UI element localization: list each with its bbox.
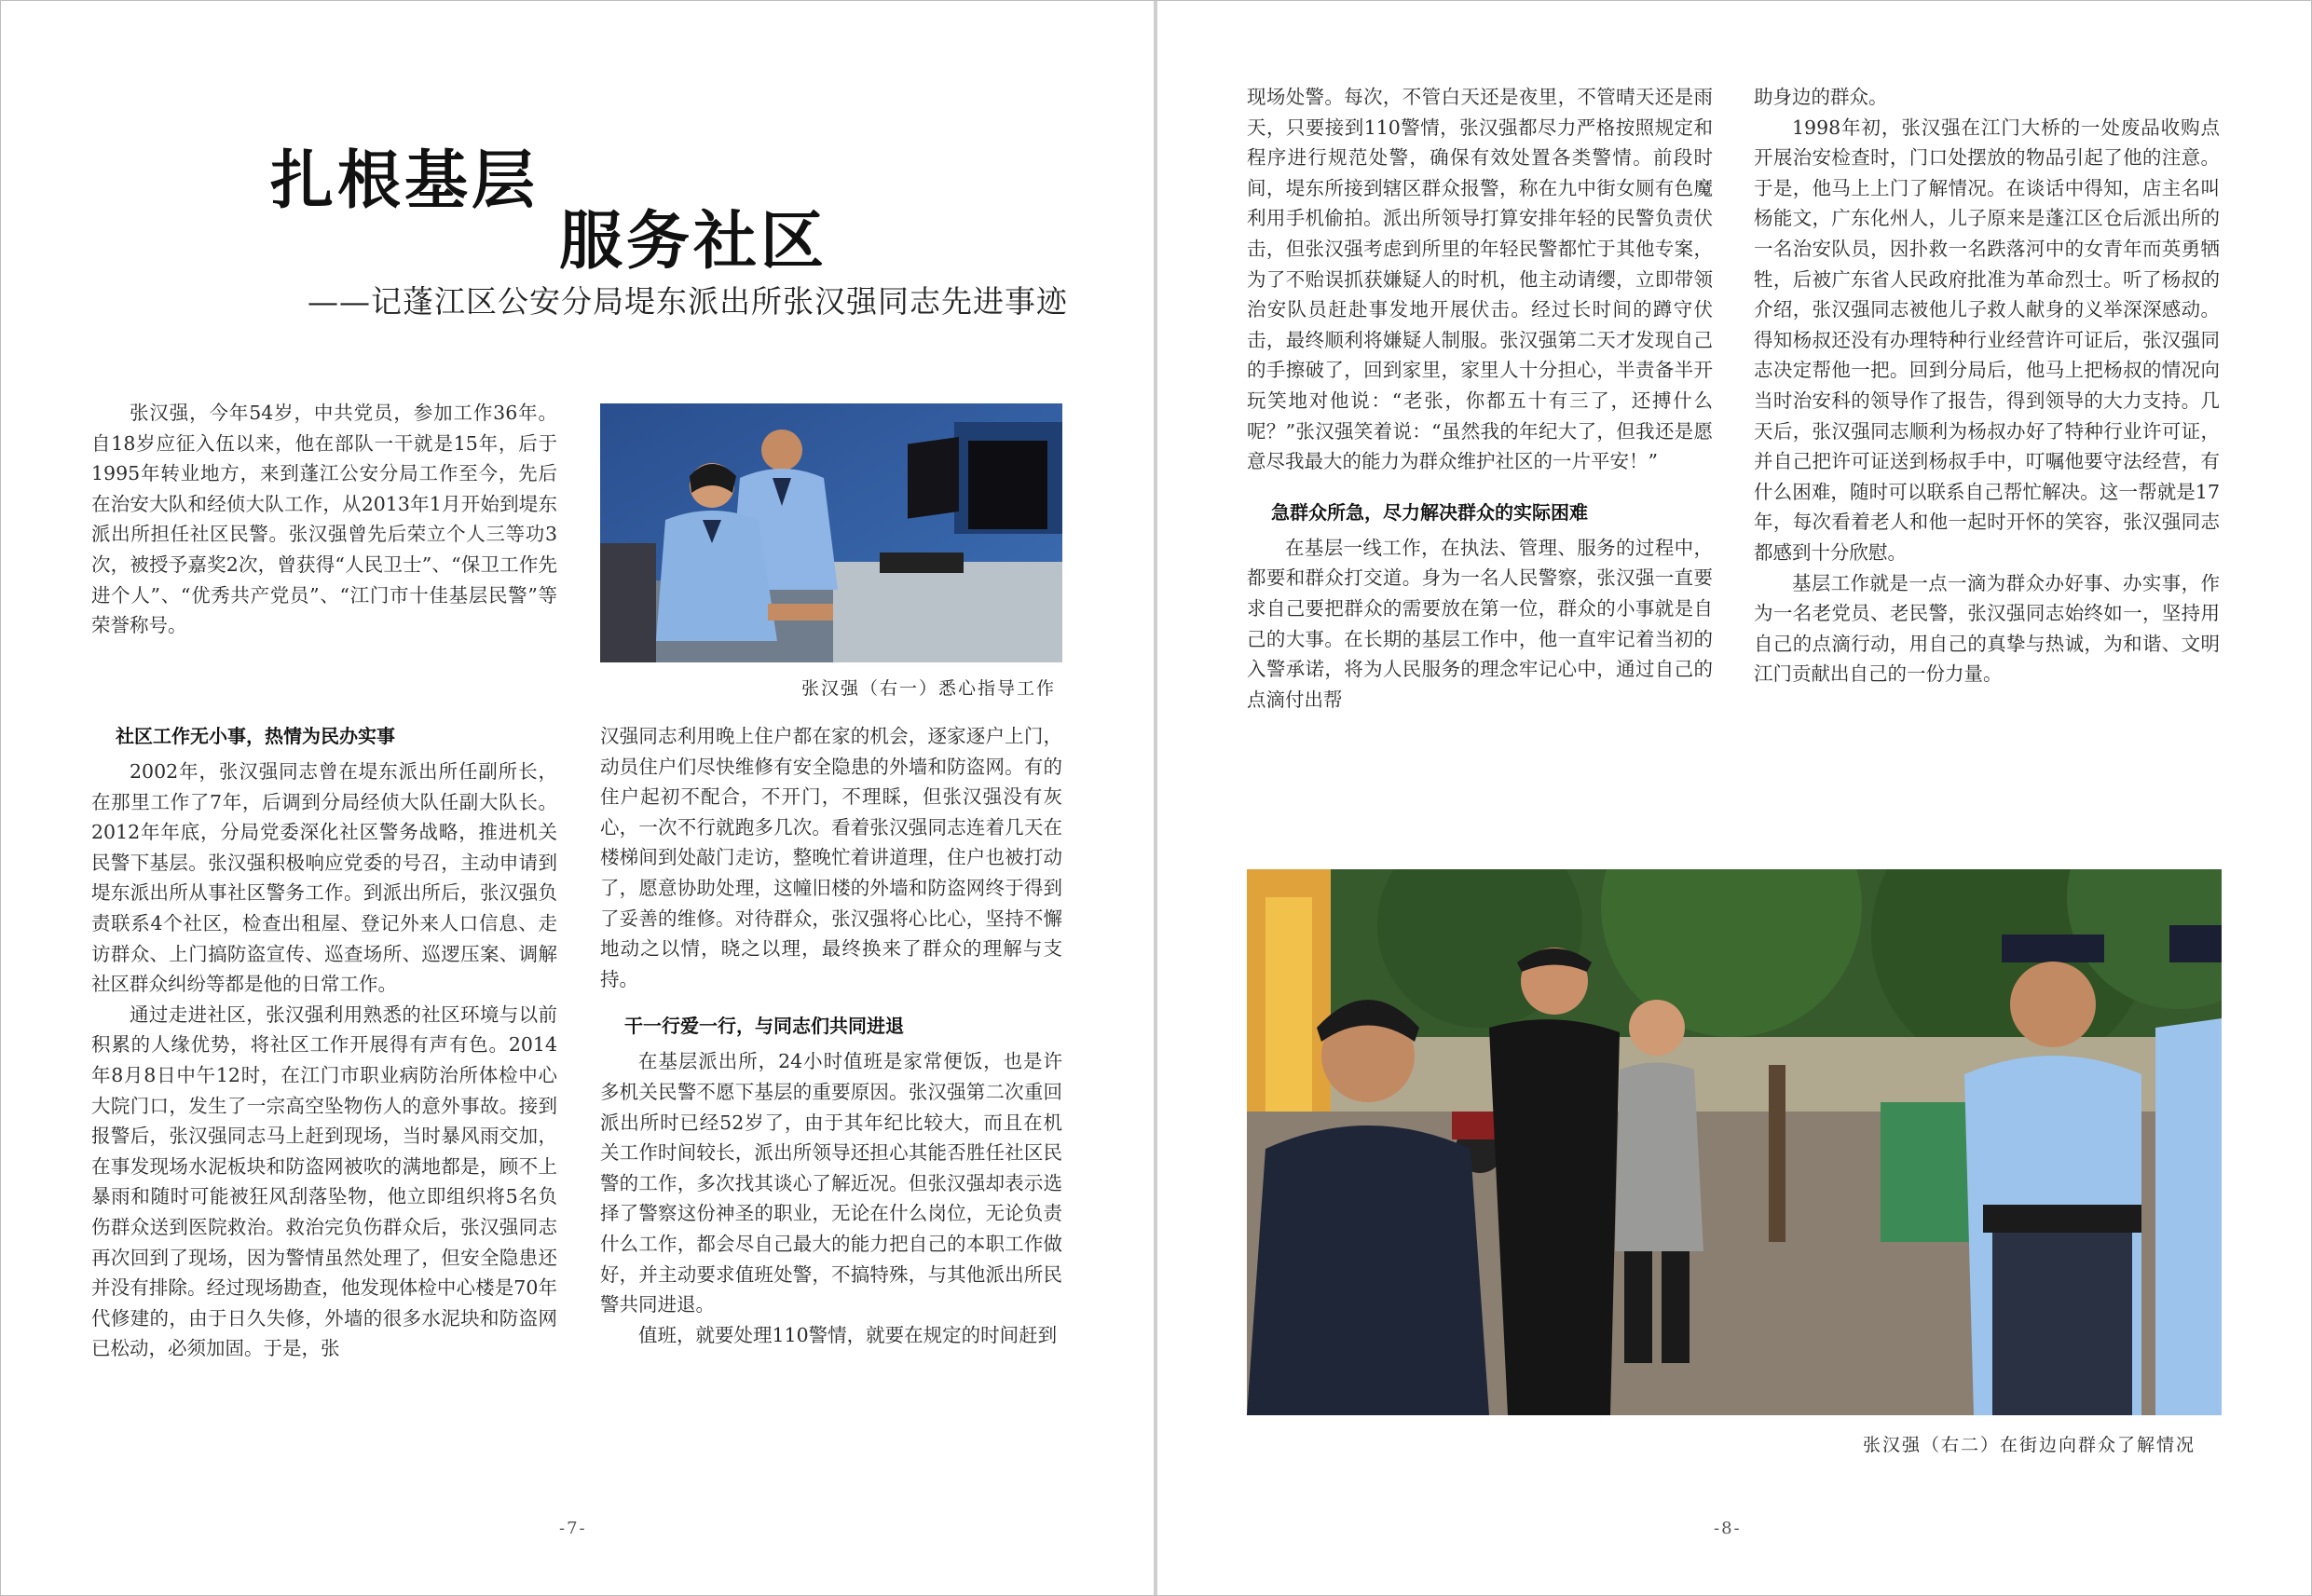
paragraph: 现场处警。每次，不管白天还是夜里，不管晴天还是雨天，只要接到110警情，张汉强都尽力严格按照规定和程序进行规范处警，确保有效处置各类警情。前段时间，堤东所接到辖区群众报警，称在九中街女厕有色魔利用手机偷拍。派出所领导打算安排年轻的民警负责伏击，但张汉强考虑到所里的年轻民警都忙于其他专案，为了不贻误抓获嫌疑人的时机，他主动请缨，立即带领治安队员赶赴事发地开展伏击。经过长时间的蹲守伏击，最终顺利将嫌疑人制服。张汉强第二天才发现自己的手擦破了，回到家里，家里人十分担心，半责备半开玩笑地对他说：“老张，你都五十有三了，还搏什么呢？”张汉强笑着说：“虽然我的年纪大了，但我还是愿意尽我最大的能力为群众维护社区的一片平安！” [1247, 86, 1713, 473]
right-col1 [1247, 82, 1713, 715]
photo-caption-1: 张汉强（右一）悉心指导工作 [801, 678, 1057, 699]
paragraph: 1998年初，张汉强在江门大桥的一处废品收购点开展治安检查时，门口处摆放的物品引起了他的注意。于是，他马上上门了解情况。在谈话中得知，店主名叫杨能文，广东化州人，儿子原来是蓬江区仓后派出所的一名治安队员，因扑救一名跌落河中的女青年而英勇牺牲，后被广东省人民政府批准为革命烈士。听了杨叔的介绍，张汉强同志被他儿子救人献身的义举深深感动。得知杨叔还没有办理特种行业经营许可证后，张汉强同志决定帮他一把。回到分局后，他马上把杨叔的情况向当时治安科的领导作了报告，得到领导的大力支持。几天后，张汉强同志顺利为杨叔办好了特种行业许可证，并自己把许可证送到杨叔手中，叮嘱他要守法经营，有什么困难，随时可以联系自己帮忙解决。这一帮就是17年，每次看着老人和他一起时开怀的笑容，张汉强同志都感到十分欣慰。 [1754, 116, 2220, 564]
page-number-right: -8- [1714, 1519, 1742, 1538]
section-heading: 干一行爱一行，与同志们共同进退 [624, 1015, 904, 1038]
photo-caption-2: 张汉强（右二）在街边向群众了解情况 [1863, 1435, 2196, 1455]
paragraph: 在基层派出所，24小时值班是家常便饭，也是许多机关民警不愿下基层的重要原因。张汉强第二次重回派出所时已经52岁了，由于其年纪比较大，而且在机关工作时间较长，派出所领导还担心其能否胜任社区民警的工作，多次找其谈心了解近况。但张汉强却表示选择了警察这份神圣的职业，无论在什么岗位，无论负责什么工作，都会尽自己最大的能力把自己的本职工作做好，并主动要求值班处警，不搞特殊，与其他派出所民警共同进退。 [600, 1050, 1062, 1316]
paragraph: 通过走进社区，张汉强利用熟悉的社区环境与以前积累的人缘优势，将社区工作开展得有声有色。2014年8月8日中午12时，在江门市职业病防治所体检中心大院门口，发生了一宗高空坠物伤人的意外事故。接到报警后，张汉强同志马上赶到现场，当时暴风雨交加，在事发现场水泥板块和防盗网被吹的满地都是，顾不上暴雨和随时可能被狂风刮落坠物，他立即组织将5名负伤群众送到医院救治。救治完负伤群众后，张汉强同志再次回到了现场，因为警情虽然处理了，但安全隐患还并没有排除。经过现场勘查，他发现体检中心楼是70年代修建的，由于日久失修，外墙的很多水泥块和防盗网已松动，必须加固。于是，张 [91, 1003, 557, 1360]
office-photo-illustration [600, 403, 1062, 662]
paragraph: 助身边的群众。 [1754, 86, 1888, 108]
right-page [1157, 0, 2312, 1596]
paragraph: 在基层一线工作，在执法、管理、服务的过程中，都要和群众打交道。身为一名人民警察，张汉强一直要求自己要把群众的需要放在第一位，群众的小事就是自己的大事。在长期的基层工作中，他一直牢记着当初的入警承诺，将为人民服务的理念牢记心中，通过自己的点滴付出帮 [1247, 536, 1713, 711]
right-col2 [1754, 82, 2220, 689]
article-subtitle: ——记蓬江区公安分局堤东派出所张汉强同志先进事迹 [308, 283, 1068, 320]
street-photo-illustration [1247, 869, 2222, 1415]
photo-street-visit [1247, 869, 2222, 1415]
left-col2 [600, 721, 1062, 1350]
left-col1-section1 [91, 721, 557, 1364]
left-page [0, 0, 1154, 1596]
paragraph: 基层工作就是一点一滴为群众办好事、办实事，作为一名老党员、老民警，张汉强同志始终如一，坚持用自己的点滴行动，用自己的真挚与热诚，为和谐、文明江门贡献出自己的一份力量。 [1754, 571, 2220, 686]
photo-office-guidance [600, 403, 1062, 662]
article-title-line2: 服务社区 [559, 204, 828, 279]
paragraph: 2002年，张汉强同志曾在堤东派出所任副所长，在那里工作了7年，后调到分局经侦大队任副大队长。2012年年底，分局党委深化社区警务战略，推进机关民警下基层。张汉强积极响应党委的号召，主动申请到堤东派出所从事社区警务工作。到派出所后，张汉强负责联系4个社区，检查出租屋、登记外来人口信息、走访群众、上门搞防盗宣传、巡查场所、巡逻压案、调解社区群众纠纷等都是他的日常工作。 [91, 760, 557, 996]
section-heading: 社区工作无小事，热情为民办实事 [116, 725, 395, 747]
section-heading: 急群众所急，尽力解决群众的实际困难 [1271, 500, 1588, 524]
left-col1-intro [91, 398, 557, 641]
paragraph: 值班，就要处理110警情，就要在规定的时间赶到 [638, 1323, 1058, 1346]
paragraph: 张汉强，今年54岁，中共党员，参加工作36年。自18岁应征入伍以来，他在部队一干就是15年，后于1995年转业地方，来到蓬江公安分局工作至今，先后在治安大队和经侦大队工作，从2013年1月开始到堤东派出所担任社区民警。张汉强曾先后荣立个人三等功3次，被授予嘉奖2次，曾获得“人民卫士”、“保卫工作先进个人”、“优秀共产党员”、“江门市十佳基层民警”等荣誉称号。 [91, 402, 557, 637]
article-title-line1: 扎根基层 [270, 143, 540, 218]
paragraph: 汉强同志利用晚上住户都在家的机会，逐家逐户上门，动员住户们尽快维修有安全隐患的外墙和防盗网。有的住户起初不配合，不开门，不理睬，但张汉强没有灰心，一次不行就跑多几次。看着张汉强同志连着几天在楼梯间到处敲门走访，整晚忙着讲道理，住户也被打动了，愿意协助处理，这幢旧楼的外墙和防盗网终于得到了妥善的维修。对待群众，张汉强将心比心，坚持不懈地动之以情，晓之以理，最终换来了群众的理解与支持。 [600, 725, 1062, 990]
page-number-left: -7- [559, 1519, 587, 1538]
